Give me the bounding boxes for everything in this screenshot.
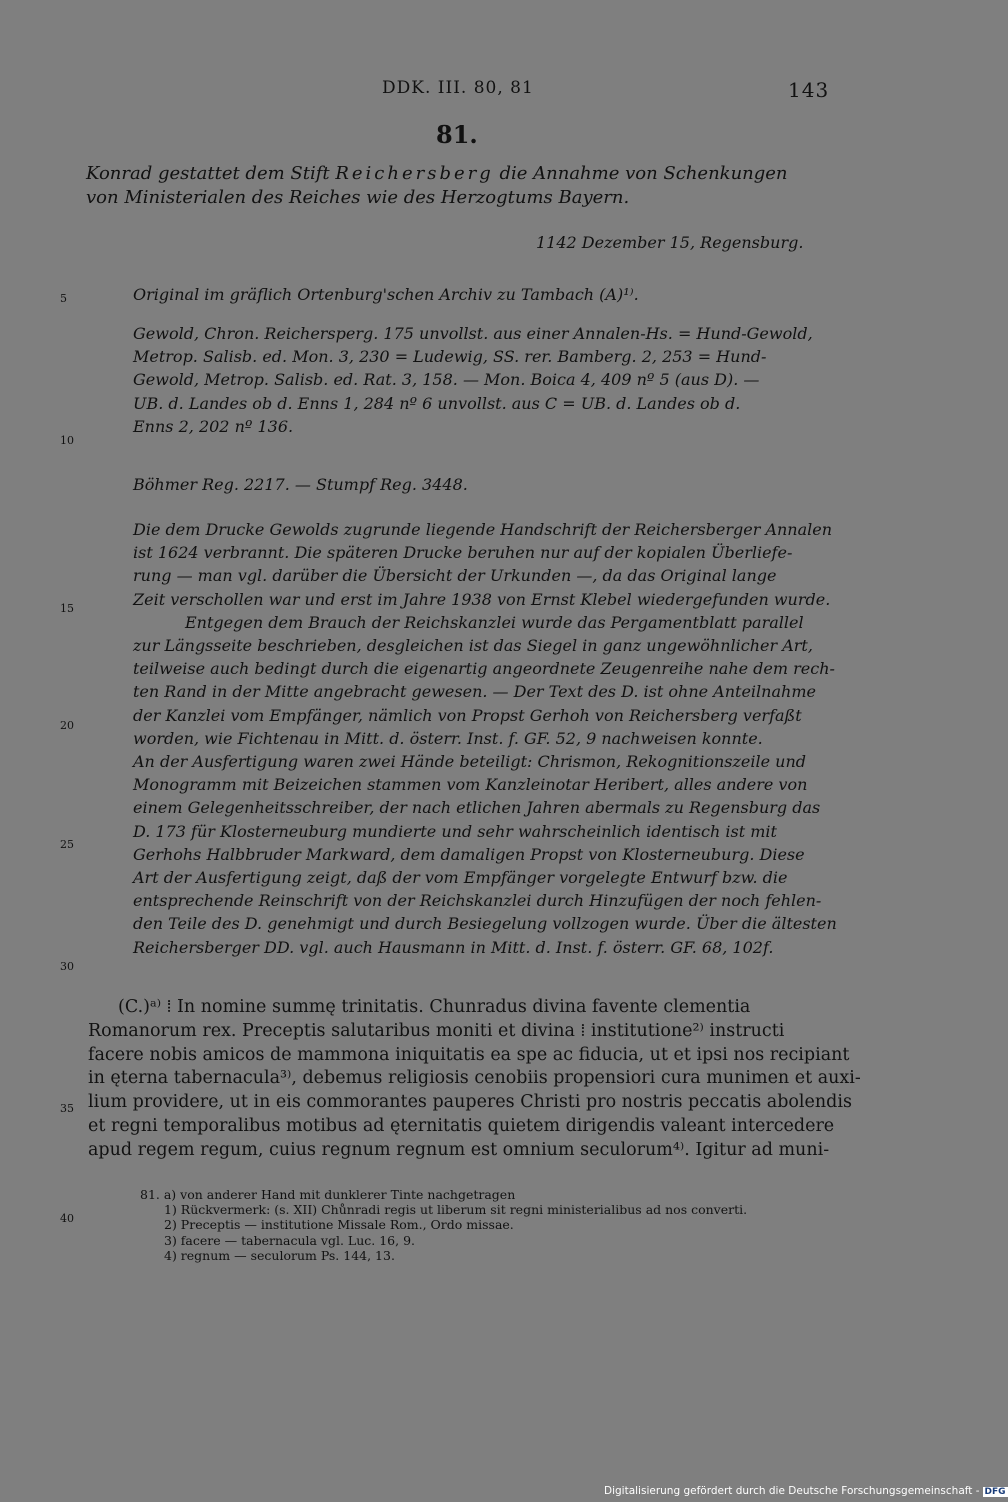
commentary-line: den Teile des D. genehmigt und durch Besiegelung vollzogen wurde. Über die ältesten [133, 914, 837, 934]
commentary-line: Reichersberger DD. vgl. auch Hausmann in Mitt. d. Inst. f. österr. GF. 68, 102f. [133, 937, 774, 957]
editions-line: Gewold, Metrop. Salisb. ed. Rat. 3, 158. — Mon. Boica 4, 409 nº 5 (aus D). — [133, 370, 760, 390]
regesta-line: Böhmer Reg. 2217. — Stumpf Reg. 3448. [133, 475, 468, 494]
commentary-line: Gerhohs Halbbruder Markward, dem damaligen Propst von Klosterneuburg. Diese [133, 844, 805, 864]
commentary-line: rung — man vgl. darüber die Übersicht der Urkunden —, da das Original lange [133, 566, 777, 586]
charter-line: et regni temporalibus motibus ad ęternitatis quietem dirigendis valeant intercedere [88, 1115, 835, 1136]
summary-heading [86, 162, 826, 210]
charter-line: in ęterna tabernacula³⁾, debemus religiosis cenobiis propensiori cura munimen et auxi- [88, 1068, 861, 1089]
page-number: 143 [788, 78, 830, 102]
charter-line: apud regem regum, cuius regnum regnum est omnium seculorum⁴⁾. Igitur ad muni- [88, 1139, 830, 1160]
commentary-line: der Kanzlei vom Empfänger, nämlich von Propst Gerhoh von Reichersberg verfaßt [133, 705, 802, 725]
commentary-line: D. 173 für Klosterneuburg mundierte und sehr wahrscheinlich identisch ist mit [133, 821, 777, 841]
margin-line-number: 25 [60, 838, 74, 851]
charter-line: lium providere, ut in eis commorantes pauperes Christi pro nostris peccatis abolendis [88, 1092, 852, 1113]
commentary-line: teilweise auch bedingt durch die eigenartig angeordnete Zeugenreihe nahe dem rech- [133, 659, 835, 679]
margin-line-number: 20 [60, 719, 74, 732]
digitization-credit [604, 1485, 1008, 1497]
editions-line: Metrop. Salisb. ed. Mon. 3, 230 = Ludewig, SS. rer. Bamberg. 2, 253 = Hund- [133, 347, 767, 367]
footnote-line: 2) Preceptis — institutione Missale Rom., Ordo missae. [164, 1217, 514, 1233]
charter-line: Romanorum rex. Preceptis salutaribus moniti et divina ⁞ institutione²⁾ instructi [88, 1020, 785, 1041]
commentary-line: Art der Ausfertigung zeigt, daß der vom Empfänger vorgelegte Entwurf bzw. die [133, 868, 788, 888]
commentary [133, 518, 837, 959]
editions-list [133, 322, 828, 438]
footnote-line: 3) facere — tabernacula vgl. Luc. 16, 9. [164, 1232, 416, 1248]
commentary-line: einem Gelegenheitsschreiber, der nach etlichen Jahren abermals zu Regensburg das [133, 798, 821, 818]
commentary-line: worden, wie Fichtenau in Mitt. d. österr. Inst. f. GF. 52, 9 nachweisen konnte. [133, 728, 763, 748]
footnote-line: 81. a) von anderer Hand mit dunklerer Tinte nachgetragen [140, 1187, 516, 1202]
editions-line: Enns 2, 202 nº 136. [133, 416, 294, 436]
commentary-line: Zeit verschollen war und erst im Jahre 1938 von Ernst Klebel wiedergefunden wurde. [133, 589, 831, 609]
charter-text [88, 996, 861, 1163]
commentary-line: ten Rand in der Mitte angebracht gewesen. — Der Text des D. ist ohne Anteilnahme [133, 682, 816, 702]
editions-line: UB. d. Landes ob d. Enns 1, 284 nº 6 unvollst. aus C = UB. d. Landes ob d. [133, 393, 741, 413]
credit-text: Digitalisierung gefördert durch die Deutsche Forschungsgemeinschaft - [604, 1485, 980, 1497]
margin-line-number: 40 [60, 1212, 74, 1225]
dfg-logo: DFG [984, 1487, 1006, 1497]
editions-line: Gewold, Chron. Reichersperg. 175 unvollst. aus einer Annalen-Hs. = Hund-Gewold, [133, 324, 813, 343]
charter-line: facere nobis amicos de mammona iniquitatis ea spe ac fiducia, ut et ipsi nos recipiant [88, 1044, 850, 1065]
margin-line-number: 15 [60, 602, 74, 615]
document-number: 81. [436, 120, 478, 149]
commentary-line: entsprechende Reinschrift von der Reichskanzlei durch Hinzufügen der noch fehlen- [133, 891, 822, 911]
commentary-line: An der Ausfertigung waren zwei Hände beteiligt: Chrismon, Rekognitionszeile und [133, 752, 807, 772]
summary-line: Konrad gestattet dem Stift Reichersberg die Annahme von Schenkungen [86, 163, 788, 184]
commentary-line: Die dem Drucke Gewolds zugrunde liegende Handschrift der Reichersberger Annalen [133, 520, 833, 539]
commentary-line: Entgegen dem Brauch der Reichskanzlei wurde das Pergamentblatt parallel [185, 612, 804, 632]
running-header-title: DDK. III. 80, 81 [382, 78, 534, 98]
date-place: 1142 Dezember 15, Regensburg. [536, 233, 804, 252]
commentary-line: zur Längsseite beschrieben, desgleichen ist das Siegel in ganz ungewöhnlicher Art, [133, 636, 813, 656]
summary-line: von Ministerialen des Reiches wie des Herzogtums Bayern. [86, 187, 630, 208]
charter-line: (C.)ᵃ⁾ ⁞ In nomine summę trinitatis. Chunradus divina favente clementia [118, 997, 751, 1017]
footnote-line: 4) regnum — seculorum Ps. 144, 13. [164, 1247, 395, 1263]
margin-line-number: 10 [60, 434, 74, 447]
margin-line-number: 30 [60, 960, 74, 973]
commentary-line: Monogramm mit Beizeichen stammen vom Kanzleinotar Heribert, alles andere von [133, 775, 808, 795]
commentary-line: ist 1624 verbrannt. Die späteren Drucke beruhen nur auf der kopialen Überliefe- [133, 543, 793, 563]
footnote-line: 1) Rückvermerk: (s. XII) Chůnradi regis ut liberum sit regni ministerialibus ad nos converti. [164, 1202, 748, 1218]
margin-line-number: 35 [60, 1102, 74, 1115]
original-note: Original im gräflich Ortenburg'schen Archiv zu Tambach (A)¹⁾. [133, 285, 639, 304]
margin-line-number: 5 [60, 292, 67, 305]
footnotes [140, 1187, 747, 1263]
